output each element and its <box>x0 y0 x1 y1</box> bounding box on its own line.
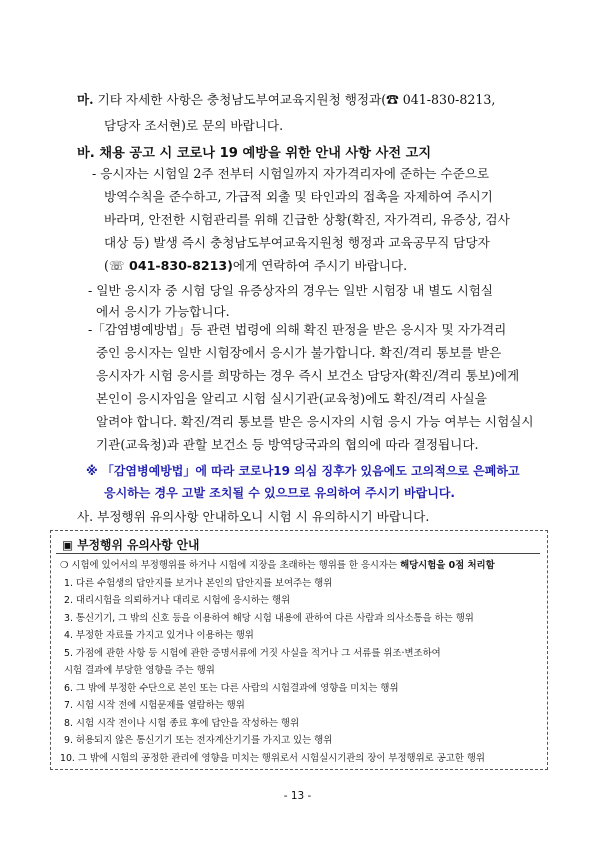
bullet3-line1: -「감염병예방법」등 관련 법령에 의해 확진 판정을 받은 응시자 및 자가격리 <box>88 322 507 337</box>
misconduct-item: 7. 시험 시작 전에 시험문제를 열람하는 행위 <box>64 700 245 711</box>
misconduct-item: 4. 부정한 자료를 가지고 있거나 이용하는 행위 <box>64 630 254 641</box>
misconduct-item: 10. 그 밖에 시험의 공정한 관리에 영향을 미치는 행위로서 시험실시기관의 장이 부정행위로 공고한 행위 <box>60 752 485 764</box>
bullet1-tail: 에게 연락하여 주시기 바랍니다. <box>232 258 408 273</box>
page-number: - 13 - <box>283 790 312 802</box>
misconduct-item: 5. 가점에 관한 사항 등 시험에 관한 증명서류에 거짓 사실을 적거나 그 서류를 위조·변조하여 <box>64 647 441 659</box>
intro-bold: 해당시험을 0점 처리함 <box>400 560 495 571</box>
misconduct-item: 3. 통신기기, 그 밖의 신호 등을 이용하여 해당 시험 내용에 관하여 다른 사람과 의사소통을 하는 행위 <box>64 612 474 624</box>
misconduct-intro <box>60 559 495 572</box>
misconduct-item: 8. 시험 시작 전이나 시험 종료 후에 답안을 작성하는 행위 <box>64 717 300 729</box>
bullet1-line4: 대상 등) 발생 즉시 충청남도부여교육지원청 행정과 교육공무직 담당자 <box>104 235 490 250</box>
bullet3-line4: 본인이 응시자임을 알리고 시험 실시기관(교육청)에도 확진/격리 사실을 <box>96 391 487 406</box>
bullet1-line5 <box>104 258 407 274</box>
telephone-icon: ☎ <box>386 92 399 107</box>
misconduct-item: 2. 대리시험을 의뢰하거나 대리로 시험에 응시하는 행위 <box>64 595 291 606</box>
bullet3-line3: 응시자가 시험 응시를 희망하는 경우 즉시 보건소 담당자(확진/격리 통보)에게 <box>96 368 520 383</box>
misconduct-item: 시험 결과에 부당한 영향을 주는 행위 <box>64 665 215 676</box>
bullet1-line1: - 응시자는 시험일 2주 전부터 시험일까지 자가격리자에 준하는 수준으로 <box>92 166 490 181</box>
circle-bullet-icon: ❍ <box>60 560 69 571</box>
covid-notice-line2: 응시하는 경우 고발 조치될 수 있으므로 유의하여 주시기 바랍니다. <box>104 486 455 500</box>
box-divider <box>56 553 540 554</box>
misconduct-item: 6. 그 밖에 부정한 수단으로 본인 또는 다른 사람의 시험결과에 영향을 미치는 행위 <box>64 682 399 694</box>
misconduct-item: 1. 다른 수험생의 답안지를 보거나 본인의 답안지를 보여주는 행위 <box>64 577 333 589</box>
misconduct-title-text: 부정행위 유의사항 안내 <box>77 538 200 552</box>
item-ba-heading: 바. 채용 공고 시 코로나 19 예방을 위한 안내 사항 사전 고지 <box>77 146 432 161</box>
bullet3-line2: 중인 응시자는 일반 시험장에서 응시가 불가합니다. 확진/격리 통보를 받은 <box>96 345 502 360</box>
item-ma-line2: 담당자 조서현)로 문의 바랍니다. <box>104 118 284 133</box>
misconduct-item: 9. 허용되지 않은 통신기기 또는 전자계산기기를 가지고 있는 행위 <box>64 735 333 746</box>
bullet3-line6: 기관(교육청)과 관할 보건소 등 방역당국과의 협의에 따라 결정됩니다. <box>96 437 479 452</box>
item-sa: 사. 부정행위 유의사항 안내하오니 시험 시 유의하시기 바랍니다. <box>77 509 430 524</box>
box-square-icon: ▣ <box>62 538 74 552</box>
bullet2-line1: - 일반 응시자 중 시험 당일 유증상자의 경우는 일반 시험장 내 별도 시험실 <box>88 283 494 298</box>
bullet1-line3: 바라며, 안전한 시험관리를 위해 긴급한 상황(확진, 자가격리, 유증상, 검사 <box>104 212 510 227</box>
intro-text: 시험에 있어서의 부정행위를 하거나 시험에 지장을 초래하는 행위를 한 응시자는 <box>71 560 401 571</box>
covid-notice-line1: ※ 「감염병예방법」에 따라 코로나19 의심 징후가 있음에도 고의적으로 은폐하고 <box>86 464 520 478</box>
phone-icon: ☏ <box>108 258 125 273</box>
bullet1-phone-number: 041-830-8213) <box>124 258 233 273</box>
item-ma-phone: 041-830-8213, <box>398 92 496 107</box>
bullet1-line2: 방역수칙을 준수하고, 가급적 외출 및 타인과의 접촉을 자제하여 주시기 <box>104 189 493 204</box>
item-ma-marker: 마. <box>77 92 94 107</box>
bullet3-line5: 알려야 합니다. 확진/격리 통보를 받은 응시자의 시험 응시 가능 여부는 시험실시 <box>96 414 534 429</box>
bullet1-phone-open: ( <box>104 258 109 273</box>
item-ma-text: 기타 자세한 사항은 충청남도부여교육지원청 행정과( <box>97 92 387 107</box>
item-ma-line1 <box>77 92 495 108</box>
bullet2-line2: 에서 응시가 가능합니다. <box>96 304 230 319</box>
misconduct-box-title <box>62 536 199 553</box>
